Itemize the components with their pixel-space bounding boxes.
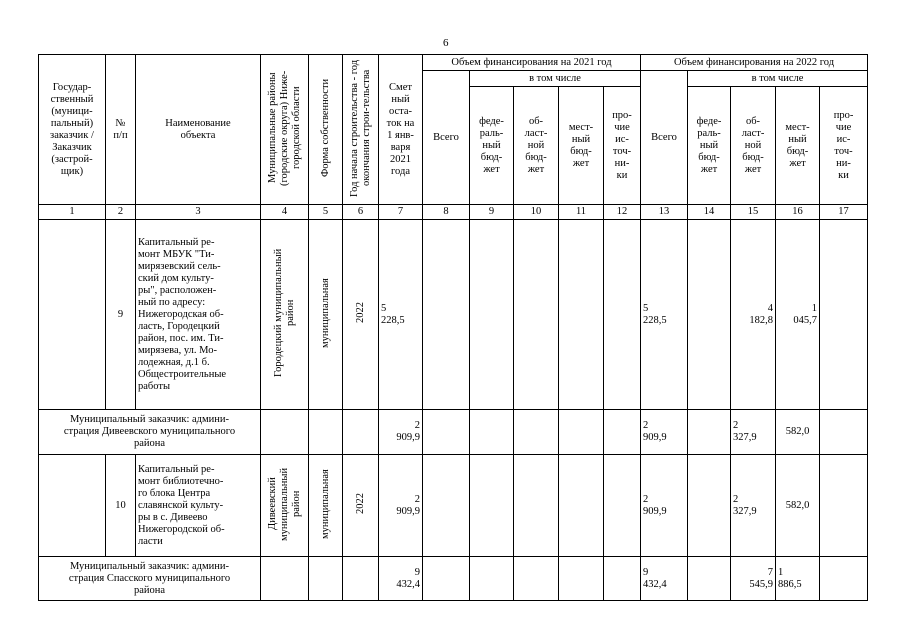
column-number: 17 (820, 205, 868, 220)
district-cell (261, 557, 309, 601)
column-number: 2 (106, 205, 136, 220)
federal-2022-cell (688, 455, 731, 557)
years-cell: 2022 (343, 455, 379, 557)
regional-2022-cell: 4 182,8 (731, 220, 776, 410)
local-2022-cell: 1 045,7 (776, 220, 820, 410)
column-number: 6 (343, 205, 379, 220)
local-2021-cell (559, 455, 604, 557)
header-funding-2021: Объем финансирования на 2021 год (423, 55, 641, 71)
other-2022-cell (820, 410, 868, 455)
header-municipal-district: Муниципальные районы (городские округа) Ниже-городской области (261, 55, 309, 205)
local-2022-cell: 582,0 (776, 455, 820, 557)
header-row-1 (39, 55, 868, 71)
column-number: 11 (559, 205, 604, 220)
federal-2021-cell (470, 220, 514, 410)
ownership-cell (309, 557, 343, 601)
header-including-2021: в том числе (470, 71, 641, 87)
header-num: № п/п (106, 55, 136, 205)
regional-2022-cell: 2 327,9 (731, 410, 776, 455)
table-row (39, 220, 868, 410)
total-2021-cell (423, 557, 470, 601)
total-2021-cell (423, 220, 470, 410)
regional-2021-cell (514, 410, 559, 455)
other-2022-cell (820, 557, 868, 601)
header-estimated-remaining: Смет ный оста- ток на 1 янв- варя 2021 года (379, 55, 423, 205)
total-2022-cell: 2 909,9 (641, 410, 688, 455)
column-number: 16 (776, 205, 820, 220)
regional-2022-cell: 7 545,9 (731, 557, 776, 601)
table-row (39, 455, 868, 557)
district-cell: Городецкий муниципальный район (261, 220, 309, 410)
column-number: 9 (470, 205, 514, 220)
customer-cell (39, 220, 106, 410)
column-number: 4 (261, 205, 309, 220)
header-regional-2022: об- ласт- ной бюд- жет (731, 87, 776, 205)
customer-label: Муниципальный заказчик: админи- страция Спасского муниципального района (39, 557, 261, 601)
total-2022-cell: 5 228,5 (641, 220, 688, 410)
customer-row (39, 557, 868, 601)
column-number: 8 (423, 205, 470, 220)
total-2021-cell (423, 455, 470, 557)
total-2022-cell: 2 909,9 (641, 455, 688, 557)
header-local-2021: мест- ный бюд- жет (559, 87, 604, 205)
page-number: 6 (443, 37, 449, 49)
header-federal-2022: феде- раль- ный бюд- жет (688, 87, 731, 205)
regional-2021-cell (514, 220, 559, 410)
remaining-cell: 2 909,9 (379, 455, 423, 557)
other-2021-cell (604, 557, 641, 601)
regional-2021-cell (514, 455, 559, 557)
budget-table (38, 54, 868, 601)
header-local-2022: мест- ный бюд- жет (776, 87, 820, 205)
federal-2022-cell (688, 220, 731, 410)
federal-2022-cell (688, 410, 731, 455)
years-cell (343, 410, 379, 455)
district-cell (261, 410, 309, 455)
other-2022-cell (820, 455, 868, 557)
customer-cell (39, 455, 106, 557)
federal-2021-cell (470, 410, 514, 455)
other-2021-cell (604, 410, 641, 455)
header-ownership: Форма собственности (309, 55, 343, 205)
column-number: 13 (641, 205, 688, 220)
column-number: 14 (688, 205, 731, 220)
other-2021-cell (604, 455, 641, 557)
column-number: 12 (604, 205, 641, 220)
ownership-cell: муниципальная (309, 455, 343, 557)
years-cell (343, 557, 379, 601)
years-cell: 2022 (343, 220, 379, 410)
header-total-2021: Всего (423, 71, 470, 205)
regional-2022-cell: 2 327,9 (731, 455, 776, 557)
row-number: 9 (106, 220, 136, 410)
column-number: 3 (136, 205, 261, 220)
header-other-2021: про- чие ис- точ- ни- ки (604, 87, 641, 205)
ownership-cell: муниципальная (309, 220, 343, 410)
column-number: 10 (514, 205, 559, 220)
column-number: 5 (309, 205, 343, 220)
total-2021-cell (423, 410, 470, 455)
header-object-name: Наименование объекта (136, 55, 261, 205)
federal-2021-cell (470, 557, 514, 601)
column-number: 15 (731, 205, 776, 220)
row-number: 10 (106, 455, 136, 557)
header-regional-2021: об- ласт- ной бюд- жет (514, 87, 559, 205)
column-number: 7 (379, 205, 423, 220)
header-customer: Государ- ственный (муници- пальный) заказчик / Заказчик (застрой- щик) (39, 55, 106, 205)
header-funding-2022: Объем финансирования на 2022 год (641, 55, 868, 71)
object-name: Капитальный ре- монт библиотечно- го блока Центра славянской культу- ры в с. Дивеево Нижегородской об- ласти (136, 455, 261, 557)
remaining-cell: 2 909,9 (379, 410, 423, 455)
other-2021-cell (604, 220, 641, 410)
header-including-2022: в том числе (688, 71, 868, 87)
local-2022-cell: 582,0 (776, 410, 820, 455)
remaining-cell: 9 432,4 (379, 557, 423, 601)
local-2021-cell (559, 220, 604, 410)
header-federal-2021: феде- раль- ный бюд- жет (470, 87, 514, 205)
regional-2021-cell (514, 557, 559, 601)
header-years: Год начала строительства - год окончания строи-тельства (343, 55, 379, 205)
ownership-cell (309, 410, 343, 455)
remaining-cell: 5 228,5 (379, 220, 423, 410)
object-name: Капитальный ре- монт МБУК "Ти- мирязевский сель- ский дом культу- ры", расположен- ный по адресу: Нижегородская об- ласть, Городецкий район, пос. им. Ти- мирязева, ул. Мо- лодежная, д.1 б. Общестроительные работы (136, 220, 261, 410)
customer-row (39, 410, 868, 455)
local-2021-cell (559, 557, 604, 601)
federal-2021-cell (470, 455, 514, 557)
column-number-row (39, 205, 868, 220)
federal-2022-cell (688, 557, 731, 601)
local-2021-cell (559, 410, 604, 455)
total-2022-cell: 9 432,4 (641, 557, 688, 601)
customer-label: Муниципальный заказчик: админи- страция Дивеевского муниципального района (39, 410, 261, 455)
header-total-2022: Всего (641, 71, 688, 205)
column-number: 1 (39, 205, 106, 220)
header-other-2022: про- чие ис- точ- ни- ки (820, 87, 868, 205)
other-2022-cell (820, 220, 868, 410)
local-2022-cell: 1 886,5 (776, 557, 820, 601)
district-cell: Дивеевский муниципальный район (261, 455, 309, 557)
